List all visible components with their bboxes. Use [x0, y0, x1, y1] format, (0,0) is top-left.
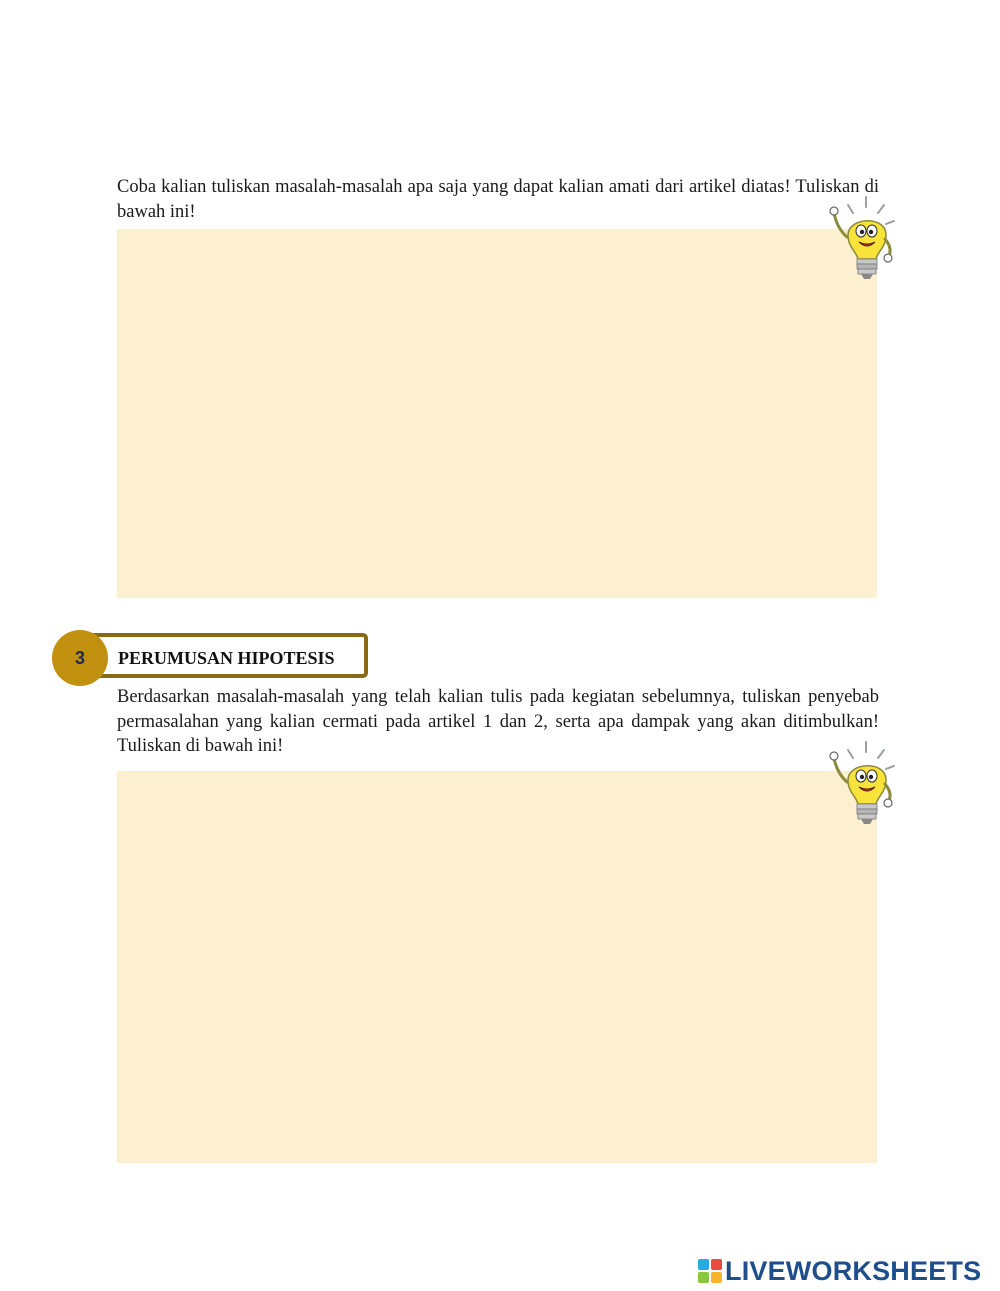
liveworksheets-brand[interactable] — [698, 1254, 981, 1288]
brand-name: LIVEWORKSHEETS — [725, 1255, 982, 1286]
lightbulb-mascot-icon — [826, 195, 898, 285]
section-title: PERUMUSAN HIPOTESIS — [118, 648, 335, 668]
logo-tile — [711, 1272, 722, 1283]
answer-box-problems[interactable] — [117, 229, 877, 598]
instruction-text-hypothesis: Berdasarkan masalah-masalah yang telah kalian tulis pada kegiatan sebelumnya, tuliskan penyebab permasalahan yang kalian cermati pada artikel 1 dan 2, serta apa dampak yang akan ditimbulkan! Tuliskan di bawah ini! — [117, 687, 879, 756]
section-number-badge: 3 — [52, 630, 108, 686]
logo-tile — [711, 1259, 722, 1270]
section-header-hypothesis — [52, 630, 377, 688]
instruction-text-problems: Coba kalian tuliskan masalah-masalah apa saja yang dapat kalian amati dari artikel diatas! Tuliskan di bawah ini! — [117, 177, 879, 222]
liveworksheets-logo-icon — [698, 1259, 722, 1283]
logo-tile — [698, 1272, 709, 1283]
logo-tile — [698, 1259, 709, 1270]
lightbulb-mascot-icon — [826, 740, 898, 830]
answer-box-hypothesis[interactable] — [117, 771, 877, 1163]
